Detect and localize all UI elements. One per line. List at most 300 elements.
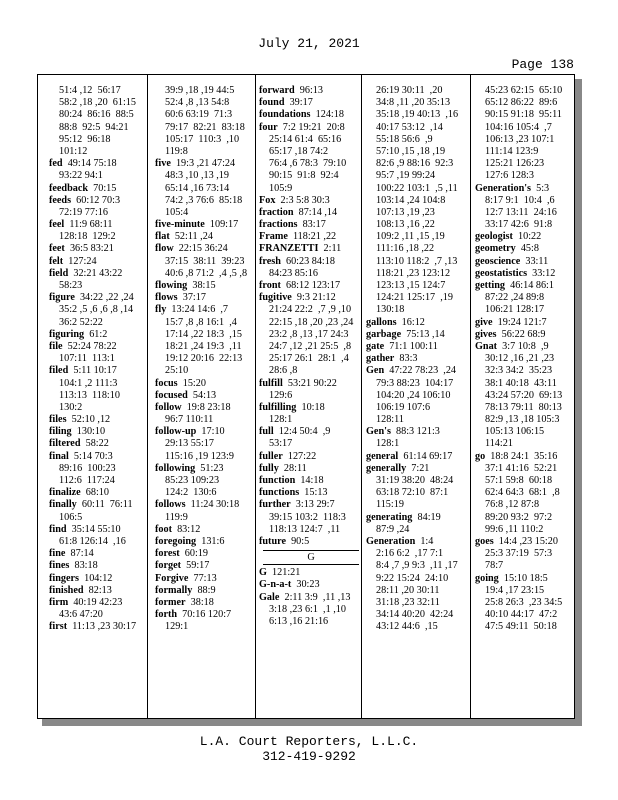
index-word: gallons — [366, 316, 397, 328]
page-line-refs: 37:15 38:11 39:23 — [165, 255, 245, 267]
index-entry — [366, 426, 470, 438]
index-entry — [155, 560, 254, 572]
index-continuation — [259, 604, 361, 616]
index-continuation — [475, 487, 575, 499]
index-word: functions — [259, 487, 300, 499]
page-line-refs: 80:24 86:16 88:5 — [59, 109, 134, 121]
index-word: felt — [49, 255, 64, 267]
page-line-refs: 32:3 34:2 35:23 — [485, 365, 553, 377]
page-line-refs: 52:10 ,12 — [66, 414, 111, 426]
page-line-refs: 17:14 ,22 18:3 ,15 — [165, 328, 242, 340]
page-line-refs: 32:21 43:22 — [68, 267, 123, 279]
page-line-refs: 45:8 — [515, 243, 539, 255]
page-line-refs: 48:3 ,10 ,13 ,19 — [165, 170, 229, 182]
page-line-refs: 45:23 62:15 65:10 — [485, 85, 563, 96]
index-continuation — [475, 560, 575, 572]
index-continuation — [259, 512, 361, 524]
index-entry — [49, 438, 148, 450]
index-entry — [259, 487, 361, 499]
page-line-refs: 60:6 63:19 71:3 — [165, 109, 233, 121]
index-continuation — [155, 146, 254, 158]
page-line-refs: 13:24 14:6 ,7 — [166, 304, 229, 316]
index-entry — [475, 243, 575, 255]
page-line-refs: 113:10 118:2 ,7 ,13 — [376, 255, 458, 267]
page-line-refs: 5:11 10:17 — [68, 365, 117, 377]
index-entry — [259, 97, 361, 109]
index-entry — [259, 243, 361, 255]
page-line-refs: 35:18 ,19 40:13 ,16 — [376, 109, 459, 121]
page-line-refs: 39:15 103:2 118:3 — [269, 511, 346, 523]
index-word: fresh — [259, 255, 281, 267]
index-entry — [155, 231, 254, 243]
page-line-refs: 40:19 42:23 — [68, 596, 123, 608]
index-word: future — [259, 535, 286, 547]
index-column-3 — [259, 85, 361, 710]
page-line-refs: 3:18 ,23 6:1 ,1 ,10 — [269, 603, 346, 615]
page-line-refs: 78:13 79:11 80:13 — [485, 401, 562, 413]
page-line-refs: 19:12 20:16 22:13 — [165, 353, 243, 365]
index-continuation — [366, 621, 470, 633]
page-line-refs: 124:21 125:17 ,19 — [376, 292, 453, 304]
page-line-refs: 105:17 110:3 ,10 — [165, 133, 240, 145]
index-word: getting — [475, 280, 505, 291]
index-entry — [49, 524, 148, 536]
column-divider — [361, 75, 362, 718]
index-word: field — [49, 267, 69, 279]
page-line-refs: 14:18 — [295, 475, 324, 486]
page-line-refs: 123:13 ,15 124:7 — [376, 280, 446, 291]
page-line-refs: 113:13 118:10 — [59, 389, 120, 401]
page-line-refs: 2:3 5:8 30:3 — [275, 194, 330, 206]
page-line-refs: 104:1 ,2 111:3 — [59, 377, 118, 389]
page-line-refs: 83:17 — [297, 219, 326, 231]
index-continuation — [366, 609, 470, 621]
page-line-refs: 28:6 ,8 — [269, 365, 298, 377]
index-column-5 — [475, 85, 575, 710]
page-line-refs: 84:23 85:16 — [269, 267, 318, 279]
index-entry — [49, 219, 148, 231]
index-continuation — [475, 390, 575, 402]
page-line-refs: 52:24 78:22 — [62, 340, 117, 352]
reporter-name: L.A. Court Reporters, L.L.C. — [199, 734, 419, 749]
index-entry — [49, 499, 148, 511]
index-continuation — [155, 365, 254, 377]
page-line-refs: 31:18 ,23 32:11 — [376, 596, 440, 608]
page-line-refs: 5:3 — [531, 182, 550, 194]
index-continuation — [366, 122, 470, 134]
index-entry — [155, 390, 254, 402]
section-letter: G — [263, 550, 359, 565]
index-word: found — [259, 97, 285, 109]
page-line-refs: 40:10 44:17 47:2 — [485, 609, 558, 621]
page-line-refs: 11:13 ,23 30:17 — [67, 621, 137, 633]
index-word: filtered — [49, 438, 81, 450]
index-word: gate — [366, 340, 385, 352]
page-line-refs: 83:12 — [171, 523, 201, 535]
index-word: firm — [49, 596, 69, 608]
page-line-refs: 109:17 — [204, 219, 239, 231]
page-line-refs: 31:19 38:20 48:24 — [376, 475, 454, 486]
page-line-refs: 35:14 55:10 — [66, 523, 121, 535]
page-line-refs: 88:3 121:3 — [390, 426, 440, 438]
index-continuation — [475, 146, 575, 158]
column-divider — [470, 75, 471, 718]
index-word: focus — [155, 377, 178, 389]
page-line-refs: 131:6 — [196, 535, 225, 547]
index-continuation — [475, 378, 575, 390]
index-continuation — [155, 207, 254, 219]
page-line-refs: 106:21 128:17 — [485, 304, 545, 316]
index-word: follows — [155, 499, 186, 511]
page-line-refs: 19:24 121:7 — [492, 316, 547, 328]
index-entry — [259, 567, 361, 579]
index-continuation — [366, 438, 470, 450]
page-line-refs: 115:16 ,19 123:9 — [165, 450, 234, 462]
index-word: fines — [49, 560, 70, 572]
index-continuation — [366, 183, 470, 195]
word-index-box — [37, 74, 575, 719]
page-line-refs: 82:13 — [83, 584, 112, 596]
index-continuation — [49, 207, 148, 219]
index-continuation — [475, 219, 575, 231]
index-word: feedback — [49, 182, 89, 194]
page-line-refs: 21:24 22:2 ,7 ,9 ,10 — [269, 304, 352, 316]
index-word: figure — [49, 292, 75, 304]
index-word: generating — [366, 511, 413, 523]
index-entry — [259, 256, 361, 268]
index-continuation — [259, 438, 361, 450]
index-continuation — [259, 146, 361, 158]
index-continuation — [259, 268, 361, 280]
index-continuation — [366, 499, 470, 511]
page-line-refs: 56:22 68:9 — [496, 328, 546, 340]
index-entry — [259, 292, 361, 304]
index-word: full — [259, 426, 274, 438]
index-continuation — [475, 134, 575, 146]
page-line-refs: 62:4 64:3 68:1 ,8 — [485, 487, 560, 499]
page-line-refs: 109:2 ,11 ,15 ,19 — [376, 231, 445, 243]
page-line-refs: 95:7 ,19 99:24 — [376, 170, 436, 182]
page-line-refs: 127:22 — [282, 450, 317, 462]
index-entry — [155, 536, 254, 548]
index-continuation — [259, 158, 361, 170]
index-continuation — [155, 85, 254, 97]
index-entry — [49, 183, 148, 195]
column-divider — [147, 75, 148, 718]
page-line-refs: 106:5 — [59, 511, 83, 523]
index-word: garbage — [366, 328, 402, 340]
page-line-refs: 30:23 — [291, 579, 320, 591]
page-line-refs: 104:16 105:4 ,7 — [485, 121, 552, 133]
index-continuation — [475, 85, 575, 97]
page-line-refs: 129:6 — [269, 389, 293, 401]
page-line-refs: 79:3 88:23 104:17 — [376, 377, 454, 389]
page-line-refs: 11:24 30:18 — [185, 499, 240, 511]
index-column-2 — [155, 85, 254, 710]
page-line-refs: 40:17 53:12 ,14 — [376, 121, 443, 133]
page-line-refs: 9:3 21:12 — [291, 292, 336, 304]
index-entry — [49, 292, 148, 304]
page-line-refs: 33:17 42:6 91:8 — [485, 219, 553, 231]
index-word: figuring — [49, 328, 85, 340]
index-word: generally — [366, 462, 407, 474]
page-line-refs: 47:5 49:11 50:18 — [485, 621, 557, 633]
index-word: further — [259, 499, 291, 511]
page-line-refs: 36:2 52:22 — [59, 316, 103, 328]
index-continuation — [475, 438, 575, 450]
index-word: fulfilling — [259, 401, 297, 413]
page-line-refs: 65:17 ,18 74:2 — [269, 145, 329, 157]
index-entry — [259, 280, 361, 292]
index-entry — [475, 329, 575, 341]
index-entry — [259, 85, 361, 97]
page-line-refs: 28:11 — [278, 462, 307, 474]
index-continuation — [259, 353, 361, 365]
page-line-refs: 7:2 19:21 20:8 — [277, 121, 345, 133]
index-continuation — [366, 243, 470, 255]
page-line-refs: 2:11 — [318, 243, 342, 255]
index-continuation — [475, 402, 575, 414]
index-continuation — [259, 183, 361, 195]
index-entry — [366, 317, 470, 329]
index-continuation — [49, 85, 148, 97]
index-continuation — [49, 402, 148, 414]
index-entry — [49, 414, 148, 426]
index-word: geostatistics — [475, 267, 528, 279]
index-continuation — [49, 475, 148, 487]
index-word: feeds — [49, 194, 72, 206]
page-line-refs: 34:22 ,22 ,24 — [74, 292, 134, 304]
index-continuation — [366, 158, 470, 170]
page-line-refs: 33:12 — [527, 267, 556, 279]
page-line-refs: 127:6 128:3 — [485, 170, 534, 182]
index-continuation — [475, 304, 575, 316]
index-continuation — [475, 609, 575, 621]
page-line-refs: 9:22 15:24 24:10 — [376, 572, 449, 584]
page-line-refs: 87:9 ,24 — [376, 523, 410, 535]
index-entry — [155, 243, 254, 255]
index-entry — [49, 487, 148, 499]
page-line-refs: 100:22 103:1 ,5 ,11 — [376, 182, 458, 194]
page-number: Page 138 — [511, 57, 574, 72]
page-line-refs: 68:12 123:17 — [280, 280, 341, 291]
index-entry — [366, 365, 470, 377]
page-line-refs: 38:18 — [185, 596, 214, 608]
index-entry — [259, 463, 361, 475]
page-line-refs: 88:8 92:5 94:21 — [59, 121, 129, 133]
page-line-refs: 68:10 — [80, 487, 109, 499]
index-continuation — [155, 317, 254, 329]
page-line-refs: 57:10 ,15 ,18 ,19 — [376, 145, 446, 157]
page-line-refs: 22:15 ,18 ,20 ,23 ,24 — [269, 316, 354, 328]
index-continuation — [366, 134, 470, 146]
page-line-refs: 111:16 ,18 ,22 — [376, 243, 435, 255]
index-entry — [155, 158, 254, 170]
page-line-refs: 70:15 — [88, 182, 117, 194]
page-line-refs: 5:14 70:3 — [68, 450, 113, 462]
page-line-refs: 128:1 — [376, 438, 400, 450]
page-line-refs: 118:21 ,22 — [287, 231, 337, 243]
page-line-refs: 25:10 — [165, 365, 189, 377]
index-continuation — [49, 390, 148, 402]
page-line-refs: 25:8 26:3 ,23 34:5 — [485, 596, 563, 608]
page-line-refs: 85:23 109:23 — [165, 475, 220, 486]
page-line-refs: 105:4 — [165, 206, 189, 218]
page-line-refs: 19:4 ,17 23:15 — [485, 584, 545, 596]
index-word: file — [49, 340, 63, 352]
index-word: focused — [155, 389, 188, 401]
index-word: gather — [366, 353, 395, 365]
page-line-refs: 84:19 — [412, 511, 441, 523]
page-line-refs: 60:11 76:11 — [76, 499, 133, 511]
page-line-refs: 19:8 23:18 — [181, 401, 231, 413]
page-line-refs: 60:23 84:18 — [280, 255, 335, 267]
index-word: first — [49, 621, 68, 633]
page-line-refs: 121:21 — [266, 567, 301, 579]
page-line-refs: 112:6 117:24 — [59, 475, 115, 486]
index-word: FRANZETTI — [259, 243, 319, 255]
index-continuation — [366, 548, 470, 560]
index-entry — [259, 219, 361, 231]
index-continuation — [155, 134, 254, 146]
index-continuation — [475, 195, 575, 207]
page-line-refs: 16:12 — [396, 316, 425, 328]
page-line-refs: 130:2 — [59, 401, 83, 413]
page-line-refs: 96:7 110:11 — [165, 414, 214, 426]
index-continuation — [49, 231, 148, 243]
index-continuation — [475, 426, 575, 438]
index-continuation — [259, 170, 361, 182]
index-continuation — [155, 195, 254, 207]
index-word: final — [49, 450, 69, 462]
page-line-refs: 26:19 30:11 ,20 — [376, 85, 443, 96]
index-continuation — [475, 475, 575, 487]
index-continuation — [366, 304, 470, 316]
index-continuation — [259, 341, 361, 353]
page-line-refs: 124:18 — [310, 109, 344, 121]
index-word: Forgive — [155, 572, 189, 584]
page-line-refs: 58:23 — [59, 280, 83, 291]
index-entry — [155, 402, 254, 414]
index-word: geologist — [475, 231, 513, 243]
index-entry — [475, 280, 575, 292]
index-entry — [49, 560, 148, 572]
index-continuation — [475, 585, 575, 597]
index-word: fugitive — [259, 292, 292, 304]
page-line-refs: 87:22 ,24 89:8 — [485, 292, 545, 304]
index-continuation — [366, 378, 470, 390]
page-line-refs: 53:17 — [269, 438, 293, 450]
index-entry — [366, 353, 470, 365]
index-word: fine — [49, 548, 66, 560]
index-entry — [49, 426, 148, 438]
index-continuation — [366, 109, 470, 121]
index-entry — [259, 592, 361, 604]
index-entry — [259, 426, 361, 438]
page-line-refs: 61:2 — [84, 328, 108, 340]
page-line-refs: 104:20 ,24 106:10 — [376, 389, 451, 401]
index-word: forget — [155, 560, 182, 572]
page-line-refs: 18:8 24:1 35:16 — [485, 450, 558, 462]
page-line-refs: 24:7 ,12 ,21 25:5 ,8 — [269, 340, 352, 352]
index-word: foregoing — [155, 535, 197, 547]
index-continuation — [155, 97, 254, 109]
index-continuation — [155, 487, 254, 499]
index-word: flows — [155, 292, 178, 304]
index-continuation — [155, 512, 254, 524]
page-line-refs: 118:21 ,23 123:12 — [376, 267, 451, 279]
index-word: fly — [155, 304, 167, 316]
page-line-refs: 88:9 — [192, 584, 216, 596]
index-continuation — [155, 183, 254, 195]
page-line-refs: 103:14 ,24 104:8 — [376, 194, 446, 206]
index-continuation — [475, 512, 575, 524]
page-line-refs: 19:3 ,21 47:24 — [170, 158, 236, 170]
page-line-refs: 8:4 ,7 ,9 9:3 ,11 ,17 — [376, 560, 458, 572]
page-line-refs: 39:17 — [284, 97, 313, 109]
index-word: foot — [155, 523, 172, 535]
index-word: go — [475, 450, 486, 462]
index-entry — [259, 475, 361, 487]
index-continuation — [366, 219, 470, 231]
index-continuation — [366, 402, 470, 414]
page-line-refs: 83:18 — [69, 560, 98, 572]
index-entry — [49, 621, 148, 633]
index-word: formally — [155, 584, 193, 596]
index-entry — [259, 378, 361, 390]
index-continuation — [155, 438, 254, 450]
index-continuation — [155, 353, 254, 365]
page-line-refs: 28:11 ,20 30:11 — [376, 584, 440, 596]
index-entry — [259, 231, 361, 243]
page-line-refs: 61:8 126:14 ,16 — [59, 535, 126, 547]
index-continuation — [475, 292, 575, 304]
index-entry — [475, 317, 575, 329]
page-line-refs: 77:13 — [188, 572, 217, 584]
page-line-refs: 111:14 123:9 — [485, 145, 539, 157]
page-line-refs: 40:6 ,8 71:2 ,4 ,5 ,8 — [165, 267, 248, 279]
page-line-refs: 36:5 83:21 — [64, 243, 114, 255]
index-word: give — [475, 316, 493, 328]
page-line-refs: 107:13 ,19 ,23 — [376, 206, 435, 218]
index-continuation — [49, 609, 148, 621]
index-word: finished — [49, 584, 84, 596]
page-line-refs: 57:1 59:8 60:18 — [485, 475, 553, 486]
index-word: feet — [49, 243, 65, 255]
page-line-refs: 119:8 — [165, 145, 188, 157]
page-line-refs: 52:4 ,8 ,13 54:8 — [165, 97, 230, 109]
page-line-refs: 46:14 86:1 — [505, 280, 554, 291]
index-entry — [259, 207, 361, 219]
page-line-refs: 104:12 — [79, 572, 113, 584]
index-continuation — [366, 597, 470, 609]
page-line-refs: 47:22 78:23 ,24 — [384, 365, 457, 377]
page-line-refs: 6:13 ,16 21:16 — [269, 615, 329, 627]
index-continuation — [366, 573, 470, 585]
index-word: front — [259, 280, 281, 291]
page-line-refs: 79:17 82:21 83:18 — [165, 121, 245, 133]
index-entry — [259, 195, 361, 207]
index-word: Gen — [366, 365, 385, 377]
index-entry — [259, 122, 361, 134]
index-continuation — [475, 548, 575, 560]
index-word: Gen's — [366, 426, 391, 438]
index-continuation — [49, 97, 148, 109]
page-line-refs: 90:15 91:18 95:11 — [485, 109, 562, 121]
index-continuation — [49, 170, 148, 182]
page-line-refs: 1:4 — [415, 535, 434, 547]
page-line-refs: 2:11 3:9 ,11 ,13 — [279, 591, 351, 603]
